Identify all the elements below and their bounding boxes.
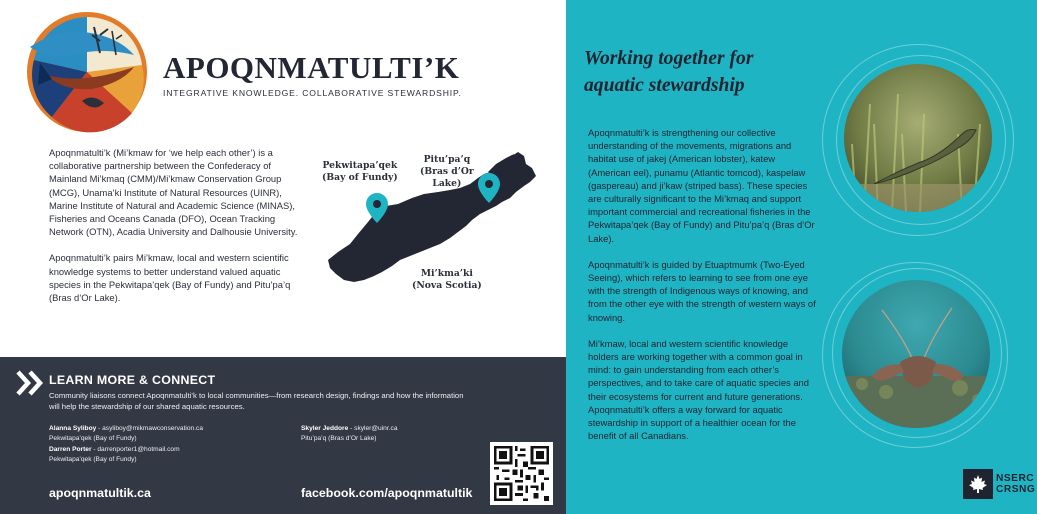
connect-title: LEARN MORE & CONNECT: [49, 373, 216, 387]
contact-region: Pekwitapa’qek (Bay of Fundy): [49, 456, 137, 464]
learn-more-band: [0, 357, 566, 514]
contact-region: Pekwitapa’qek (Bay of Fundy): [49, 435, 137, 443]
nova-scotia-map: [320, 148, 552, 308]
lobster-image: [842, 280, 990, 428]
eel-image: [844, 64, 992, 212]
contact-name: Alanna Syliboy: [49, 425, 97, 432]
contact-email[interactable]: - skyler@uinr.ca: [348, 425, 398, 432]
intro-paragraph: Apoqnmatulti’k (Mi’kmaw for ‘we help each other’) is a collaborative partnership between the Confederacy of Mainland Mi’kmaq (CMM)/Mi’kmaw Conservation Group (MCG), Unama’ki Institute of Natural Resources (UINR), Marine Institute of Natural and Academic Science (MINAS), Fisheries and Oceans Canada (DFO), Ocean Tracking Network (OTN), Acadia University and Dalhousie University.: [49, 147, 298, 238]
contact-name: Skyler Jeddore: [301, 425, 349, 432]
contact-email[interactable]: - darrenporter1@hotmail.com: [91, 446, 180, 453]
body-paragraph: Apoqnmatulti’k is strengthening our collective understanding of the movements, migrations and habitat use of jakej (American lobster), katew (American eel), punamu (Atlantic tomcod), kaspelaw (gaspereau) and ji’kaw (striped bass). These species are culturally significant to the Mi’kmaq and support important commercial and recreational fisheries in the Pekwitapa’qek (Bay of Fundy) and Pitu’pa’q (Bras d’Or Lake).: [588, 127, 815, 244]
brand-title: APOQNMATULTI’K: [163, 50, 460, 85]
facebook-link[interactable]: facebook.com/apoqnmatultik: [301, 486, 473, 500]
intro-text: [49, 146, 301, 304]
contact-email[interactable]: - asyliboy@mikmawconservation.ca: [96, 425, 204, 432]
right-body-text: [588, 126, 820, 442]
body-paragraph: Apoqnmatulti’k is guided by Etuaptmumk (Two-Eyed Seeing), which refers to learning to see from one eye with the strength of Indigenous ways of knowing, and from the other eye with the strength of western ways of knowing.: [588, 258, 816, 323]
qr-code-icon: [494, 446, 549, 501]
contact-region: Pitu’pa’q (Bras d’Or Lake): [301, 435, 377, 443]
map-label-nova-scotia: Mi’kma’ki (Nova Scotia): [412, 268, 482, 291]
contact-entry: [301, 424, 397, 445]
brand-tagline: INTEGRATIVE KNOWLEDGE. COLLABORATIVE STEWARDSHIP.: [163, 88, 462, 98]
eel-photo: [844, 64, 992, 212]
website-link[interactable]: apoqnmatultik.ca: [49, 486, 151, 500]
double-chevron-icon: [16, 370, 44, 396]
map-label-fundy: Pekwitapa’qek (Bay of Fundy): [322, 160, 398, 183]
right-panel: [566, 0, 1037, 514]
lobster-photo: [842, 280, 990, 428]
apoqnmatultik-logo: [22, 5, 152, 135]
contact-name: Darren Porter: [49, 446, 92, 453]
nserc-logo: [963, 469, 1035, 499]
nserc-text: NSERC CRSNG: [996, 473, 1036, 495]
map-pin-icon: [366, 193, 388, 223]
headline: Working together for aquatic stewardship: [584, 48, 754, 96]
connect-description: Community liaisons connect Apoqnmatulti’k to local communities—from research design, findings and how the information will help the stewardship of our shared aquatic resources.: [49, 391, 464, 412]
map-pin-icon: [478, 173, 500, 203]
intro-paragraph: Apoqnmatulti’k pairs Mi’kmaw, local and western scientific knowledge systems to better understand valued aquatic species in the Pekwitapa’qek (Bay of Fundy) and Pitu’pa’q (Bras d’Or Lake).: [49, 252, 291, 304]
maple-leaf-icon: [963, 469, 993, 499]
map-label-brasdor: Pitu’pa’q (Bras d’Or Lake): [420, 154, 474, 189]
contact-entry: [49, 445, 180, 466]
qr-code[interactable]: [490, 442, 553, 505]
body-paragraph: Mi’kmaw, local and western scientific knowledge holders are working together with a common goal in mind: to gain understanding from each other’s perspectives, and to take care of aquatic species and their ecosystems for current and future generations. Apoqnmatulti’k offers a way forward for aquatic stewardship in support of a healthier ocean for the benefit of all Canadians.: [588, 337, 809, 442]
contact-entry: [49, 424, 203, 445]
